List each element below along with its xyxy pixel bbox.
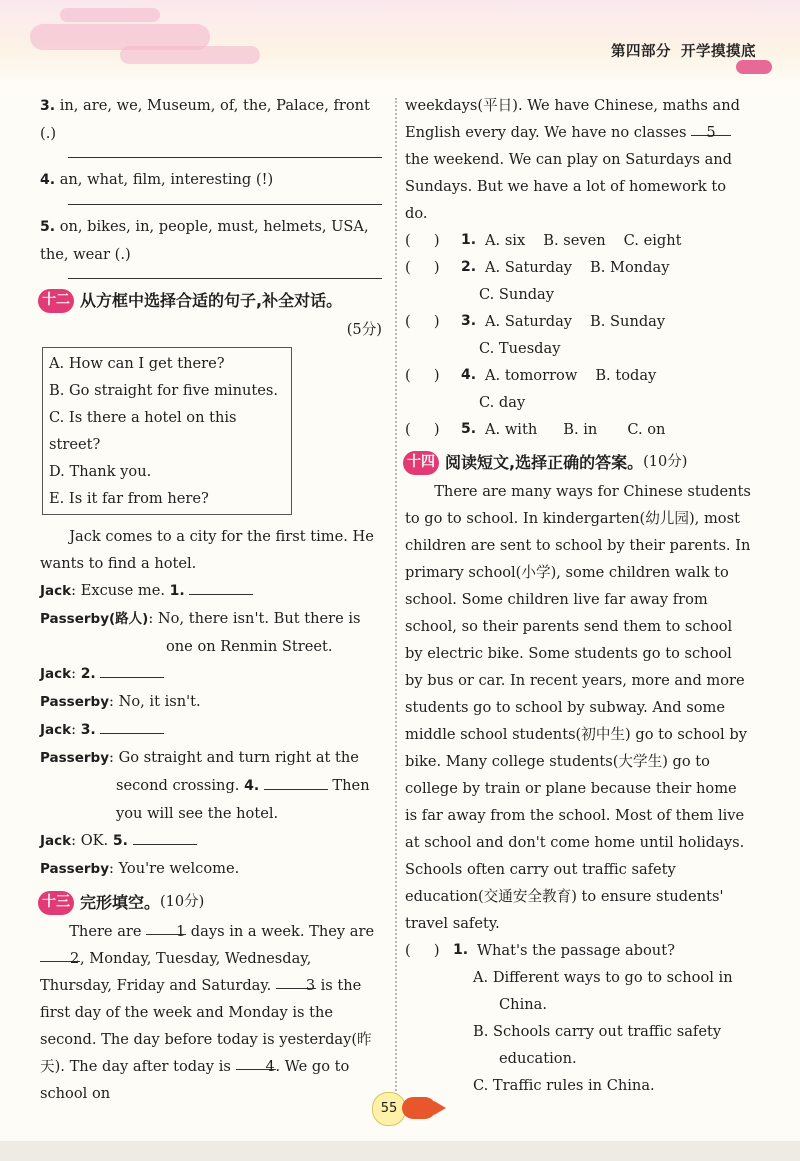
dialog-text: Then you will see the hotel. bbox=[116, 777, 370, 822]
option[interactable]: A. Different ways to go to school in China. bbox=[473, 969, 733, 1013]
options-box bbox=[42, 347, 292, 515]
header-tab-decoration bbox=[736, 60, 772, 74]
option[interactable]: C. Tuesday bbox=[479, 340, 561, 357]
section-title: 从方框中选择合适的句子,补全对话。 bbox=[80, 291, 343, 310]
section-13-heading bbox=[38, 889, 382, 916]
answer-line[interactable] bbox=[68, 278, 382, 279]
passage-text: is the first day of the week and Monday is the second. The day before today is yesterday(昨天). The day after today is bbox=[40, 977, 372, 1075]
dialog-text: Go straight and turn right at the second crossing. bbox=[116, 749, 359, 794]
question-number: 1. bbox=[453, 942, 469, 958]
answer-parens[interactable]: ( ) bbox=[405, 313, 440, 330]
dialog-line: Passerby(路人): No, there isn't. But there is one on Renmin Street. bbox=[40, 610, 361, 655]
dialog-line: Passerby: No, it isn't. bbox=[40, 693, 201, 710]
speaker: Jack bbox=[40, 583, 72, 599]
speaker: Passerby bbox=[40, 861, 109, 877]
section-badge: 十四 bbox=[403, 451, 439, 475]
answer-blank[interactable] bbox=[100, 661, 164, 678]
header-part: 第四部分 bbox=[611, 44, 671, 60]
option[interactable]: C. Traffic rules in China. bbox=[473, 1077, 655, 1094]
passage-text: . We go to school on bbox=[40, 1058, 350, 1102]
option-a: A. How can I get there? bbox=[49, 355, 225, 372]
option[interactable]: A. six bbox=[485, 232, 526, 249]
question-number: 2. bbox=[461, 259, 477, 275]
reading-passage: There are many ways for Chinese students to go to school. In kindergarten(幼儿园), most children are sent to school by their parents. In primary school(小学), some children walk to school. Some children live far away from school, so their parents send them to school by electric bike. Some students go to school by bus or car. In recent years, more and more students go to school by subway. And some middle school students(初中生) go to school by bike. Many college students(大学生) go to college by train or plane because their home is far away from the school. Most of them live at school and don't come home until holidays. Schools often carry out traffic safety education(交通安全教育) to ensure students' travel safety. bbox=[405, 483, 751, 932]
cloze-question-5 bbox=[405, 416, 752, 443]
speaker: Jack bbox=[40, 722, 72, 738]
answer-parens[interactable]: ( ) bbox=[405, 367, 440, 384]
blank-number: 1. bbox=[169, 583, 185, 599]
passage-text: weekdays(平日). We have Chinese, maths and English every day. We have no classes bbox=[405, 97, 740, 141]
dialog-text: Excuse me. bbox=[80, 582, 170, 599]
item-number: 5. bbox=[40, 219, 56, 235]
answer-parens[interactable]: ( ) bbox=[405, 942, 440, 959]
cloze-question-3 bbox=[405, 308, 752, 335]
option[interactable]: C. eight bbox=[623, 232, 682, 249]
dialog-intro: Jack comes to a city for the first time. He wants to find a hotel. bbox=[40, 528, 374, 572]
option[interactable]: C. on bbox=[627, 421, 666, 438]
dialog-line: Jack: 3. bbox=[40, 716, 382, 744]
speaker: Passerby bbox=[40, 694, 109, 710]
section-14-heading bbox=[403, 449, 752, 476]
bottom-edge bbox=[0, 1141, 800, 1161]
option[interactable]: A. with bbox=[485, 421, 538, 438]
cloze-passage bbox=[40, 918, 382, 1107]
section-score: (10分) bbox=[643, 454, 688, 470]
dialog-line: Jack: OK. 5. bbox=[40, 827, 382, 855]
option[interactable]: A. tomorrow bbox=[485, 367, 578, 384]
dialog-text: No, there isn't. But there is one on Renmin Street. bbox=[157, 610, 361, 655]
option-c: C. Is there a hotel on this street? bbox=[49, 409, 237, 453]
option[interactable]: C. Sunday bbox=[479, 286, 555, 303]
option[interactable]: C. day bbox=[479, 394, 526, 411]
cloze-question-2 bbox=[405, 254, 752, 281]
cloze-question-4 bbox=[405, 362, 752, 389]
option[interactable]: B. in bbox=[563, 421, 598, 438]
blank-number: 5. bbox=[112, 833, 128, 849]
page-header bbox=[0, 0, 800, 84]
option[interactable]: B. seven bbox=[543, 232, 606, 249]
cloze-passage-continued bbox=[405, 92, 752, 227]
answer-blank[interactable] bbox=[189, 578, 253, 595]
option[interactable]: B. Schools carry out traffic safety education. bbox=[473, 1023, 722, 1067]
section-12-heading bbox=[38, 287, 382, 314]
question-text: What's the passage about? bbox=[477, 942, 675, 959]
item-number: 3. bbox=[40, 98, 56, 114]
section-title: 阅读短文,选择正确的答案。 bbox=[445, 453, 644, 472]
blank-number: 3. bbox=[80, 722, 96, 738]
dialog-line: Jack: 2. bbox=[40, 660, 382, 688]
answer-blank[interactable] bbox=[264, 773, 328, 790]
dialog-text: You're welcome. bbox=[118, 860, 240, 877]
speaker: Jack bbox=[40, 833, 72, 849]
option[interactable]: B. Monday bbox=[590, 259, 670, 276]
section-score: (10分) bbox=[160, 894, 205, 910]
option-b: B. Go straight for five minutes. bbox=[49, 382, 279, 399]
dialog-line: Passerby: You're welcome. bbox=[40, 860, 240, 877]
dialog-text: OK. bbox=[80, 832, 113, 849]
option[interactable]: B. today bbox=[595, 367, 657, 384]
passage-text: days in a week. They are bbox=[186, 923, 375, 940]
answer-line[interactable] bbox=[68, 157, 382, 158]
cloze-blank[interactable]: 1 bbox=[146, 918, 186, 935]
item-text: on, bikes, in, people, must, helmets, USA, the, wear (.) bbox=[40, 218, 369, 263]
cloze-blank[interactable]: 2 bbox=[40, 945, 80, 962]
question-number: 3. bbox=[461, 313, 477, 329]
reorder-item-4 bbox=[40, 166, 382, 205]
reading-question-1 bbox=[405, 937, 752, 964]
answer-line[interactable] bbox=[68, 204, 382, 205]
passage-text: There are bbox=[69, 923, 147, 940]
section-badge: 十二 bbox=[38, 289, 74, 313]
speaker: Passerby(路人) bbox=[40, 611, 149, 627]
section-score: (5分) bbox=[346, 321, 382, 338]
answer-parens[interactable]: ( ) bbox=[405, 259, 440, 276]
left-column bbox=[40, 92, 382, 1107]
item-text: an, what, film, interesting (!) bbox=[59, 171, 274, 188]
blank-number: 4. bbox=[244, 778, 260, 794]
dialog-line: Passerby: Go straight and turn right at the second crossing. 4. Then you will see the hotel. bbox=[40, 749, 370, 822]
section-badge: 十三 bbox=[38, 891, 74, 915]
speaker: Passerby bbox=[40, 750, 109, 766]
option-e: E. Is it far from here? bbox=[49, 490, 209, 507]
right-column bbox=[405, 92, 752, 1099]
answer-blank[interactable] bbox=[100, 717, 164, 734]
option[interactable]: A. Saturday bbox=[485, 259, 573, 276]
header-section: 开学摸摸底 bbox=[681, 44, 756, 60]
item-text: in, are, we, Museum, of, the, Palace, front (.) bbox=[40, 97, 370, 142]
page-number: 55 bbox=[372, 1092, 406, 1126]
reorder-item-5 bbox=[40, 213, 382, 279]
section-title: 完形填空。 bbox=[80, 893, 161, 912]
dialog-text: No, it isn't. bbox=[118, 693, 201, 710]
answer-parens[interactable]: ( ) bbox=[405, 232, 440, 249]
header-title bbox=[611, 40, 756, 61]
submarine-icon bbox=[402, 1097, 436, 1119]
cloze-blank[interactable]: 5 bbox=[691, 119, 731, 136]
option[interactable]: B. Sunday bbox=[590, 313, 666, 330]
passage-text: the weekend. We can play on Saturdays and Sundays. But we have a lot of homework to do. bbox=[405, 151, 733, 222]
reorder-item-3 bbox=[40, 92, 382, 158]
question-number: 5. bbox=[461, 421, 477, 437]
option[interactable]: A. Saturday bbox=[485, 313, 573, 330]
question-number: 1. bbox=[461, 232, 477, 248]
answer-blank[interactable] bbox=[133, 828, 197, 845]
answer-parens[interactable]: ( ) bbox=[405, 421, 440, 438]
cloze-blank[interactable]: 4 bbox=[236, 1053, 276, 1070]
speaker: Jack bbox=[40, 666, 72, 682]
passage-text: , Monday, Tuesday, Wednesday, Thursday, Friday and Saturday. bbox=[40, 950, 312, 994]
question-number: 4. bbox=[461, 367, 477, 383]
column-divider bbox=[395, 98, 397, 1098]
dialog-line: Jack: Excuse me. 1. bbox=[40, 577, 382, 605]
cloze-blank[interactable]: 3 bbox=[276, 972, 316, 989]
cloze-question-1 bbox=[405, 227, 752, 254]
item-number: 4. bbox=[40, 172, 56, 188]
blank-number: 2. bbox=[80, 666, 96, 682]
option-d: D. Thank you. bbox=[49, 463, 152, 480]
